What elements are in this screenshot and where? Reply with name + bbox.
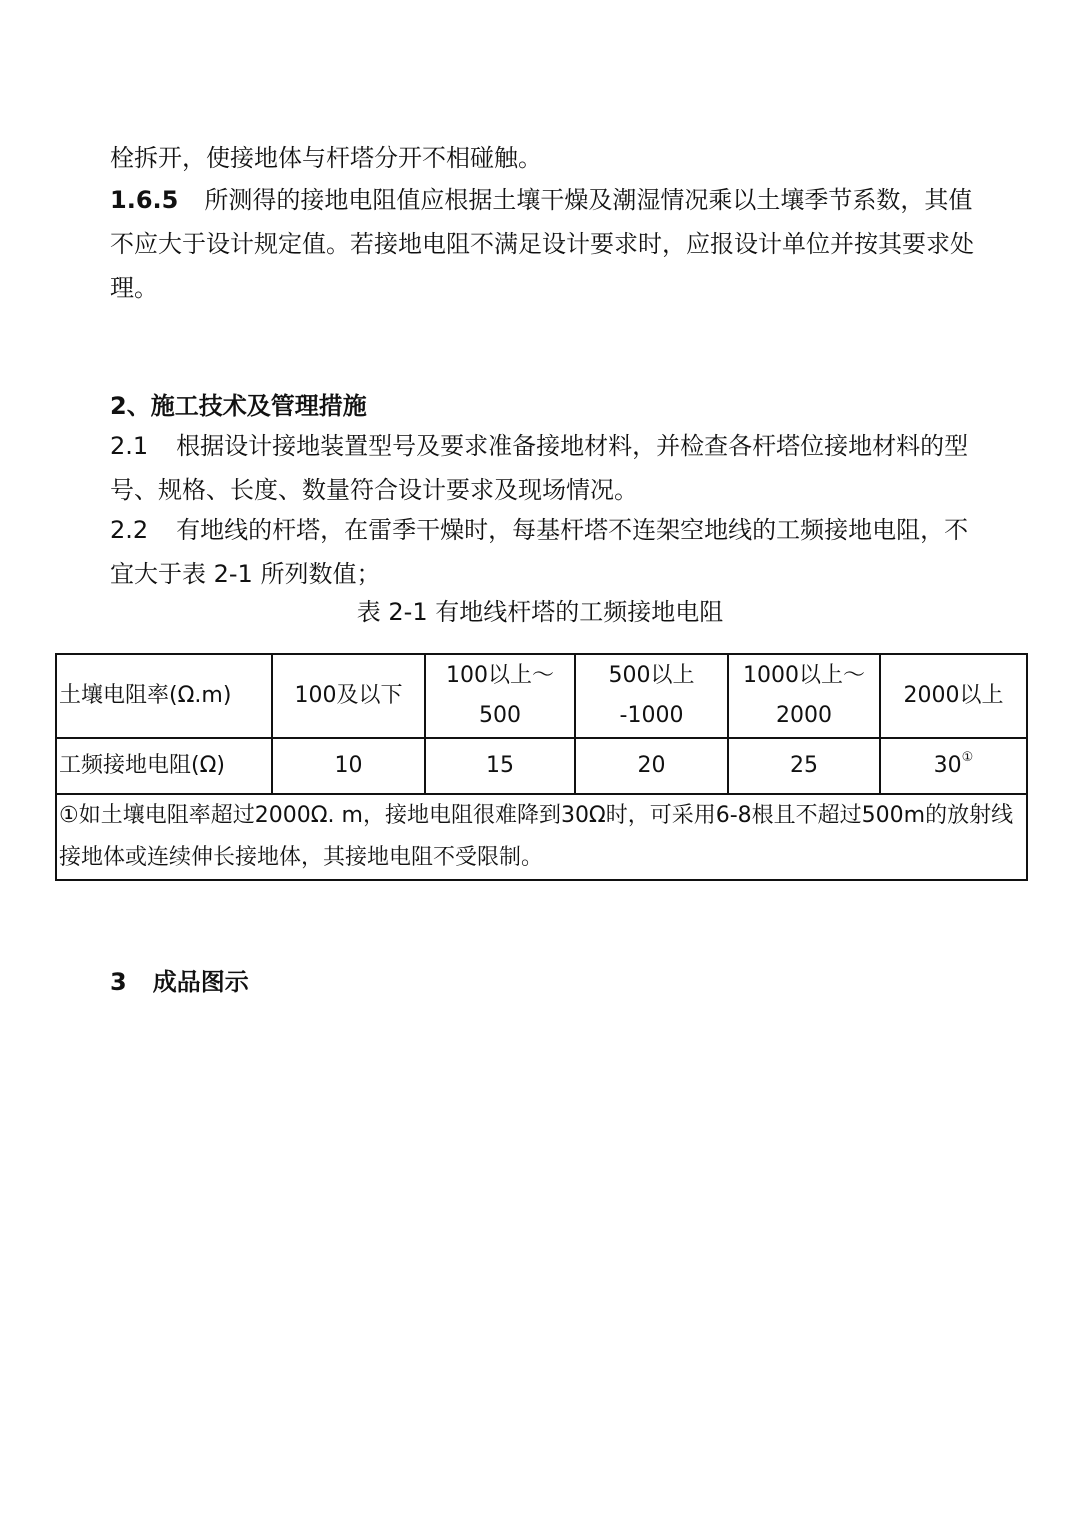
table-cell	[880, 738, 1027, 794]
table-cell	[728, 654, 880, 738]
table-cell: 2000以上	[880, 654, 1027, 738]
paragraph-line	[110, 136, 980, 180]
table-cell: 20	[575, 738, 728, 794]
footnote-marker: ①	[961, 750, 974, 765]
clause-number: 1.6.5	[110, 186, 179, 214]
table-cell: 10	[272, 738, 425, 794]
table-row	[56, 794, 1027, 880]
cell-line: 100以上～	[446, 663, 554, 688]
cell-line: -1000	[619, 703, 684, 728]
paragraph-text: 有地线的杆塔，在雷季干燥时，每基杆塔不连架空地线的工频接地电阻，不宜大于表 2-1 所列数值；	[110, 516, 969, 588]
paragraph-text: 栓拆开，使接地体与杆塔分开不相碰触。	[110, 144, 542, 172]
paragraph-text: 所测得的接地电阻值应根据土壤干燥及潮湿情况乘以土壤季节系数，其值不应大于设计规定值。若接地电阻不满足设计要求时，应报设计单位并按其要求处理。	[110, 186, 974, 302]
table-row	[56, 654, 1027, 738]
paragraph-text: 根据设计接地装置型号及要求准备接地材料，并检查各杆塔位接地材料的型号、规格、长度、数量符合设计要求及现场情况。	[110, 432, 969, 504]
table-cell	[425, 654, 575, 738]
table-cell	[575, 654, 728, 738]
clause-number: 2.2	[110, 516, 149, 544]
section-2-heading: 2、施工技术及管理措施	[110, 392, 367, 420]
paragraph-2-1	[110, 424, 980, 512]
table-row	[56, 738, 1027, 794]
section-title: 成品图示	[152, 968, 249, 996]
paragraph-2-2	[110, 508, 980, 596]
row-label-soil-resistivity: 土壤电阻率(Ω.m)	[56, 654, 272, 738]
row-label-grounding-resistance: 工频接地电阻(Ω)	[56, 738, 272, 794]
table-footnote: ①如土壤电阻率超过2000Ω. m，接地电阻很难降到30Ω时，可采用6-8根且不超过500m的放射线接地体或连续伸长接地体，其接地电阻不受限制。	[56, 794, 1027, 880]
cell-line: 2000	[776, 703, 832, 728]
clause-number: 2.1	[110, 432, 149, 460]
cell-line: 500	[479, 703, 521, 728]
cell-line: 500以上	[608, 663, 695, 688]
section-number: 3	[110, 968, 127, 996]
cell-line: 1000以上～	[743, 663, 865, 688]
paragraph-1-6-5	[110, 178, 980, 310]
table-cell: 25	[728, 738, 880, 794]
table-caption: 表 2-1 有地线杆塔的工频接地电阻	[356, 598, 724, 626]
table-cell: 100及以下	[272, 654, 425, 738]
table-cell: 15	[425, 738, 575, 794]
resistance-table	[55, 653, 1028, 881]
cell-value: 30	[933, 753, 962, 778]
section-3-heading	[110, 962, 249, 1002]
